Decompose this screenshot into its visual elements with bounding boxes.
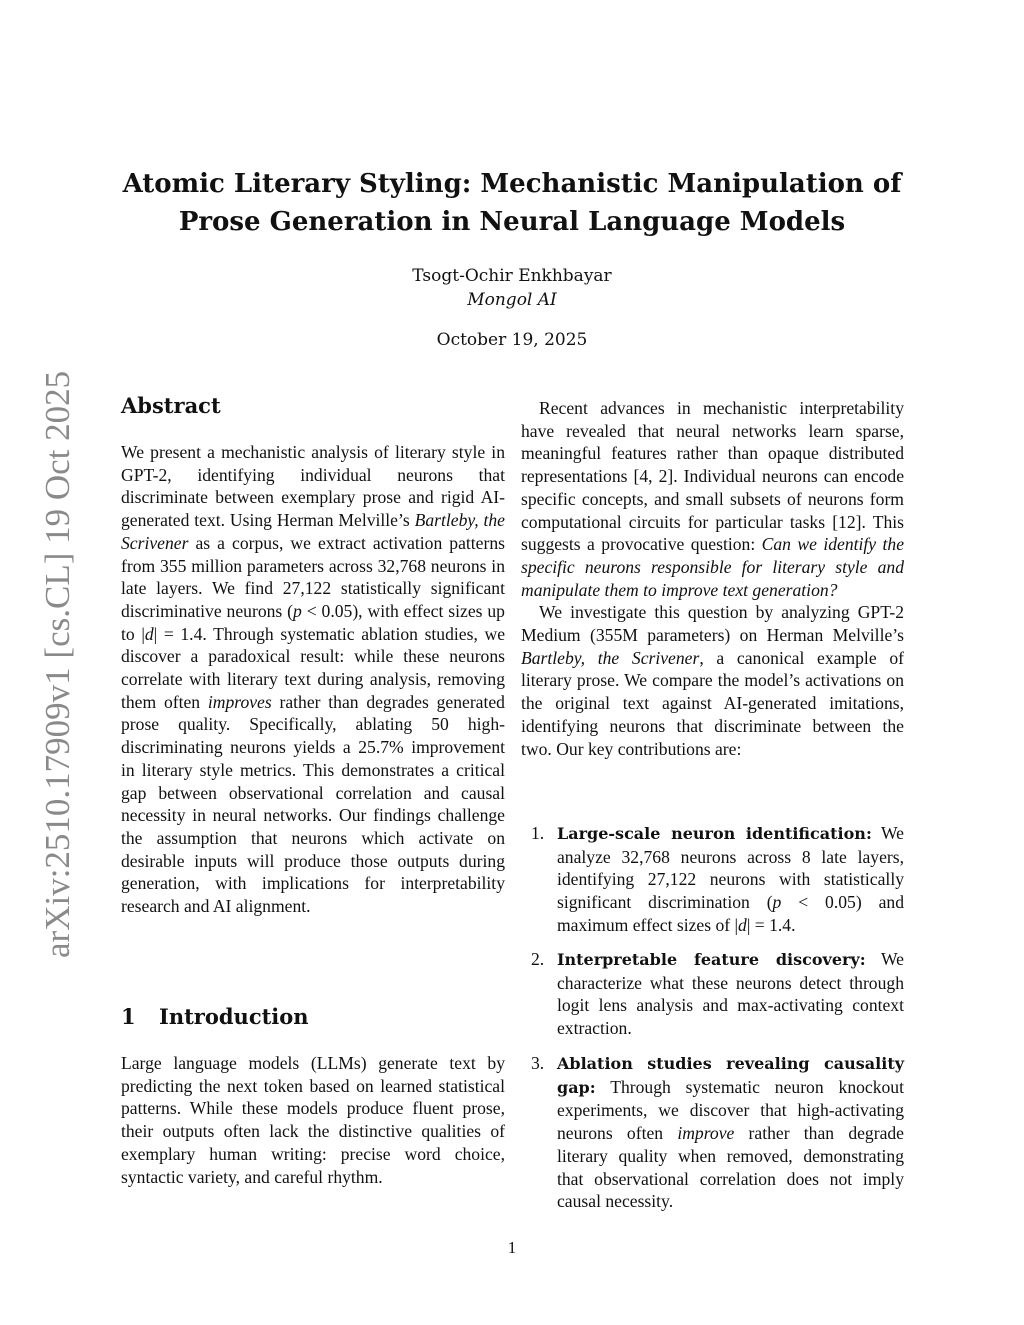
contribution-body	[557, 822, 904, 937]
research-question: Can we identify the specific neurons responsible for literary style and manipulate them to improve text generation?	[521, 534, 904, 600]
arxiv-stamp: arXiv:2510.17909v1 [cs.CL] 19 Oct 2025	[38, 370, 77, 958]
paragraph-text: , a canonical example of literary prose. We compare the model’s activations on the original text against AI-generated imitations, identifying neurons that discriminate between the two. Our key contributions are:	[521, 647, 904, 759]
contribution-math: p	[772, 892, 782, 913]
section-number: 1	[121, 1004, 136, 1029]
contribution-text: < 0.05) and maximum effect sizes of |	[557, 892, 904, 935]
paragraph-text-italic: Bartleby, the Scrivener	[521, 647, 700, 668]
contribution-body	[557, 1052, 904, 1213]
publication-date: October 19, 2025	[436, 330, 588, 350]
abstract-text: < 0.05), with effect sizes up to |	[121, 600, 505, 644]
contribution-text: rather than degrade literary quality when removed, demonstrating that observational correlation does not imply causal necessity.	[557, 1123, 904, 1212]
contribution-text: | = 1.4.	[746, 914, 796, 935]
contribution-label: Large-scale neuron identification:	[557, 824, 872, 843]
contribution-label: Interpretable feature discovery:	[557, 950, 866, 969]
contribution-text: We analyze 32,768 neurons across 8 late layers, identifying 27,122 neurons with statistically significant discrimination (	[557, 823, 904, 913]
paragraph	[521, 397, 904, 601]
abstract-body	[121, 441, 505, 918]
intro-paragraph: Large language models (LLMs) generate text by predicting the next token based on learned statistical patterns. While these models produce fluent prose, their outputs often lack the distinctive qualities of exemplary human writing: precise word choice, syntactic variety, and careful rhythm.	[121, 1053, 505, 1187]
abstract-math: p	[293, 600, 302, 621]
list-number: 1.	[531, 823, 545, 843]
intro-continued	[521, 397, 904, 760]
contribution-text: Through systematic neuron knockout experiments, we discover that high-activating neurons often	[557, 1076, 904, 1144]
contribution-text-italic: improve	[677, 1123, 735, 1144]
contribution-math: d	[738, 914, 747, 935]
author-affiliation: Mongol AI	[467, 290, 557, 310]
abstract-text: | = 1.4. Through systematic ablation studies, we discover a paradoxical result: while these neurons correlate with literary text during analysis, removing them often	[121, 623, 506, 712]
contribution-label: Ablation studies revealing causality gap:	[557, 1054, 904, 1097]
abstract-text-italic: improves	[207, 691, 272, 712]
intro-heading	[121, 1004, 309, 1029]
title-line-1: Atomic Literary Styling: Mechanistic Manipulation of	[122, 169, 902, 199]
list-number: 3.	[531, 1053, 545, 1073]
abstract-text: as a corpus, we extract activation patterns from 355 million parameters across 32,768 neurons in late layers. We find 27,122 statistically significant discriminative neurons (	[121, 532, 505, 621]
intro-body	[121, 1052, 505, 1188]
paragraph-text: We investigate this question by analyzing GPT-2 Medium (355M parameters) on Herman Melville’s	[521, 602, 904, 646]
abstract-text: We present a mechanistic analysis of literary style in GPT-2, identifying individual neurons that discriminate between exemplary prose and rigid AI-generated text. Using Herman Melville’s	[121, 442, 505, 531]
abstract-math: d	[144, 623, 154, 644]
contribution-text: We characterize what these neurons detect through logit lens analysis and max-activating context extraction.	[557, 949, 904, 1039]
paragraph-text: Recent advances in mechanistic interpretability have revealed that neural networks learn sparse, meaningful features rather than opaque distributed representations [4, 2]. Individual neurons can encode specific concepts, and small subsets of neurons form computational circuits for particular tasks [12]. This suggests a provocative question:	[521, 398, 904, 555]
contribution-body	[557, 948, 904, 1040]
abstract-heading: Abstract	[121, 393, 221, 418]
title-line-2: Prose Generation in Neural Language Models	[178, 207, 846, 237]
page-number: 1	[507, 1238, 517, 1257]
author-name: Tsogt-Ochir Enkhbayar	[412, 266, 612, 286]
abstract-text-italic: Bartleby, the Scrivener	[121, 510, 505, 553]
list-number: 2.	[531, 949, 545, 969]
section-title: Introduction	[159, 1004, 309, 1029]
paragraph	[521, 601, 904, 760]
paper-title	[60, 165, 964, 241]
abstract-text: rather than degrades generated prose quality. Specifically, ablating 50 high-discriminating neurons yields a 25.7% improvement in literary style metrics. This demonstrates a critical gap between observational correlation and causal necessity in neural networks. Our findings challenge the assumption that neurons which activate on desirable inputs will produce those outputs during generation, with implications for interpretability research and AI alignment.	[121, 691, 505, 917]
